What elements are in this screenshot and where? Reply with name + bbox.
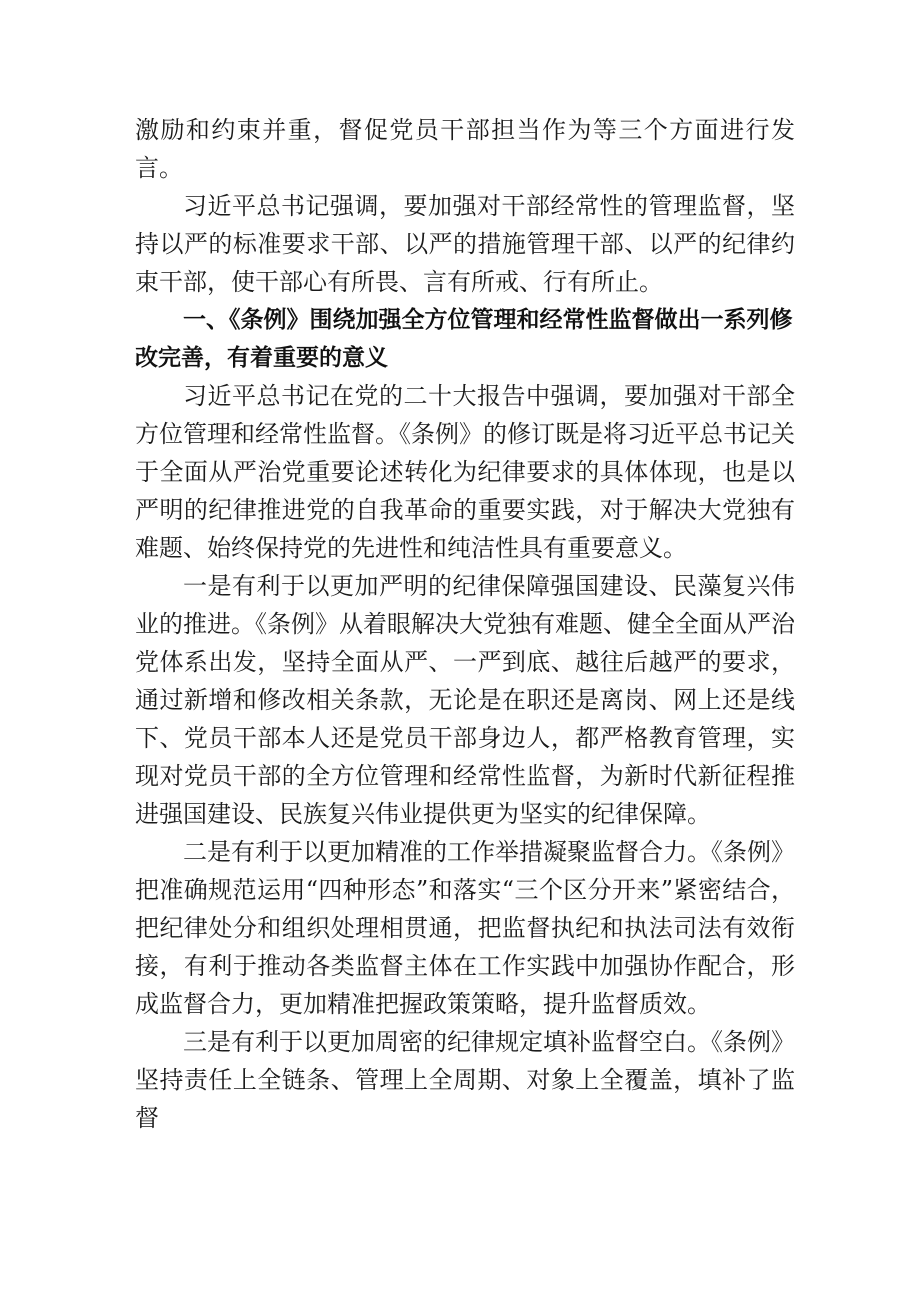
paragraph-quote-xi: 习近平总书记强调，要加强对干部经常性的管理监督，坚持以严的标准要求干部、以严的措施管理干部、以严的纪律约束干部，使干部心有所畏、言有所戒、行有所止。 — [135, 192, 795, 296]
paragraph-continuation: 激励和约束并重，督促党员干部担当作为等三个方面进行发言。 — [135, 116, 795, 182]
document-body — [135, 111, 795, 1137]
paragraph-twentieth-congress: 习近平总书记在党的二十大报告中强调，要加强对干部全方位管理和经常性监督。《条例》的修订既是将习近平总书记关于全面从严治党重要论述转化为纪律要求的具体体现，也是以严明的纪律推进党的自我革命的重要实践，对于解决大党独有难题、始终保持党的先进性和纯洁性具有重要意义。 — [135, 382, 795, 562]
paragraph-point-three: 三是有利于以更加周密的纪律规定填补监督空白。《条例》坚持责任上全链条、管理上全周期、对象上全覆盖，填补了监督 — [135, 1028, 795, 1132]
paragraph-point-two: 二是有利于以更加精准的工作举措凝聚监督合力。《条例》把准确规范运用“四种形态”和落实“三个区分开来”紧密结合，把纪律处分和组织处理相贯通，把监督执纪和执法司法有效衔接，有利于推动各类监督主体在工作实践中加强协作配合，形成监督合力，更加精准把握政策策略，提升监督质效。 — [135, 838, 795, 1018]
paragraph-point-one: 一是有利于以更加严明的纪律保障强国建设、民藻复兴伟业的推进。《条例》从着眼解决大党独有难题、健全全面从严治党体系出发，坚持全面从严、一严到底、越往后越严的要求，通过新增和修改相关条款，无论是在职还是离岗、网上还是线下、党员干部本人还是党员干部身边人，都严格教育管理，实现对党员干部的全方位管理和经常性监督，为新时代新征程推进强国建设、民族复兴伟业提供更为坚实的纪律保障。 — [135, 572, 795, 828]
section-heading-1: 一、《条例》围绕加强全方位管理和经常性监督做出一系列修改完善，有着重要的意义 — [135, 307, 793, 371]
